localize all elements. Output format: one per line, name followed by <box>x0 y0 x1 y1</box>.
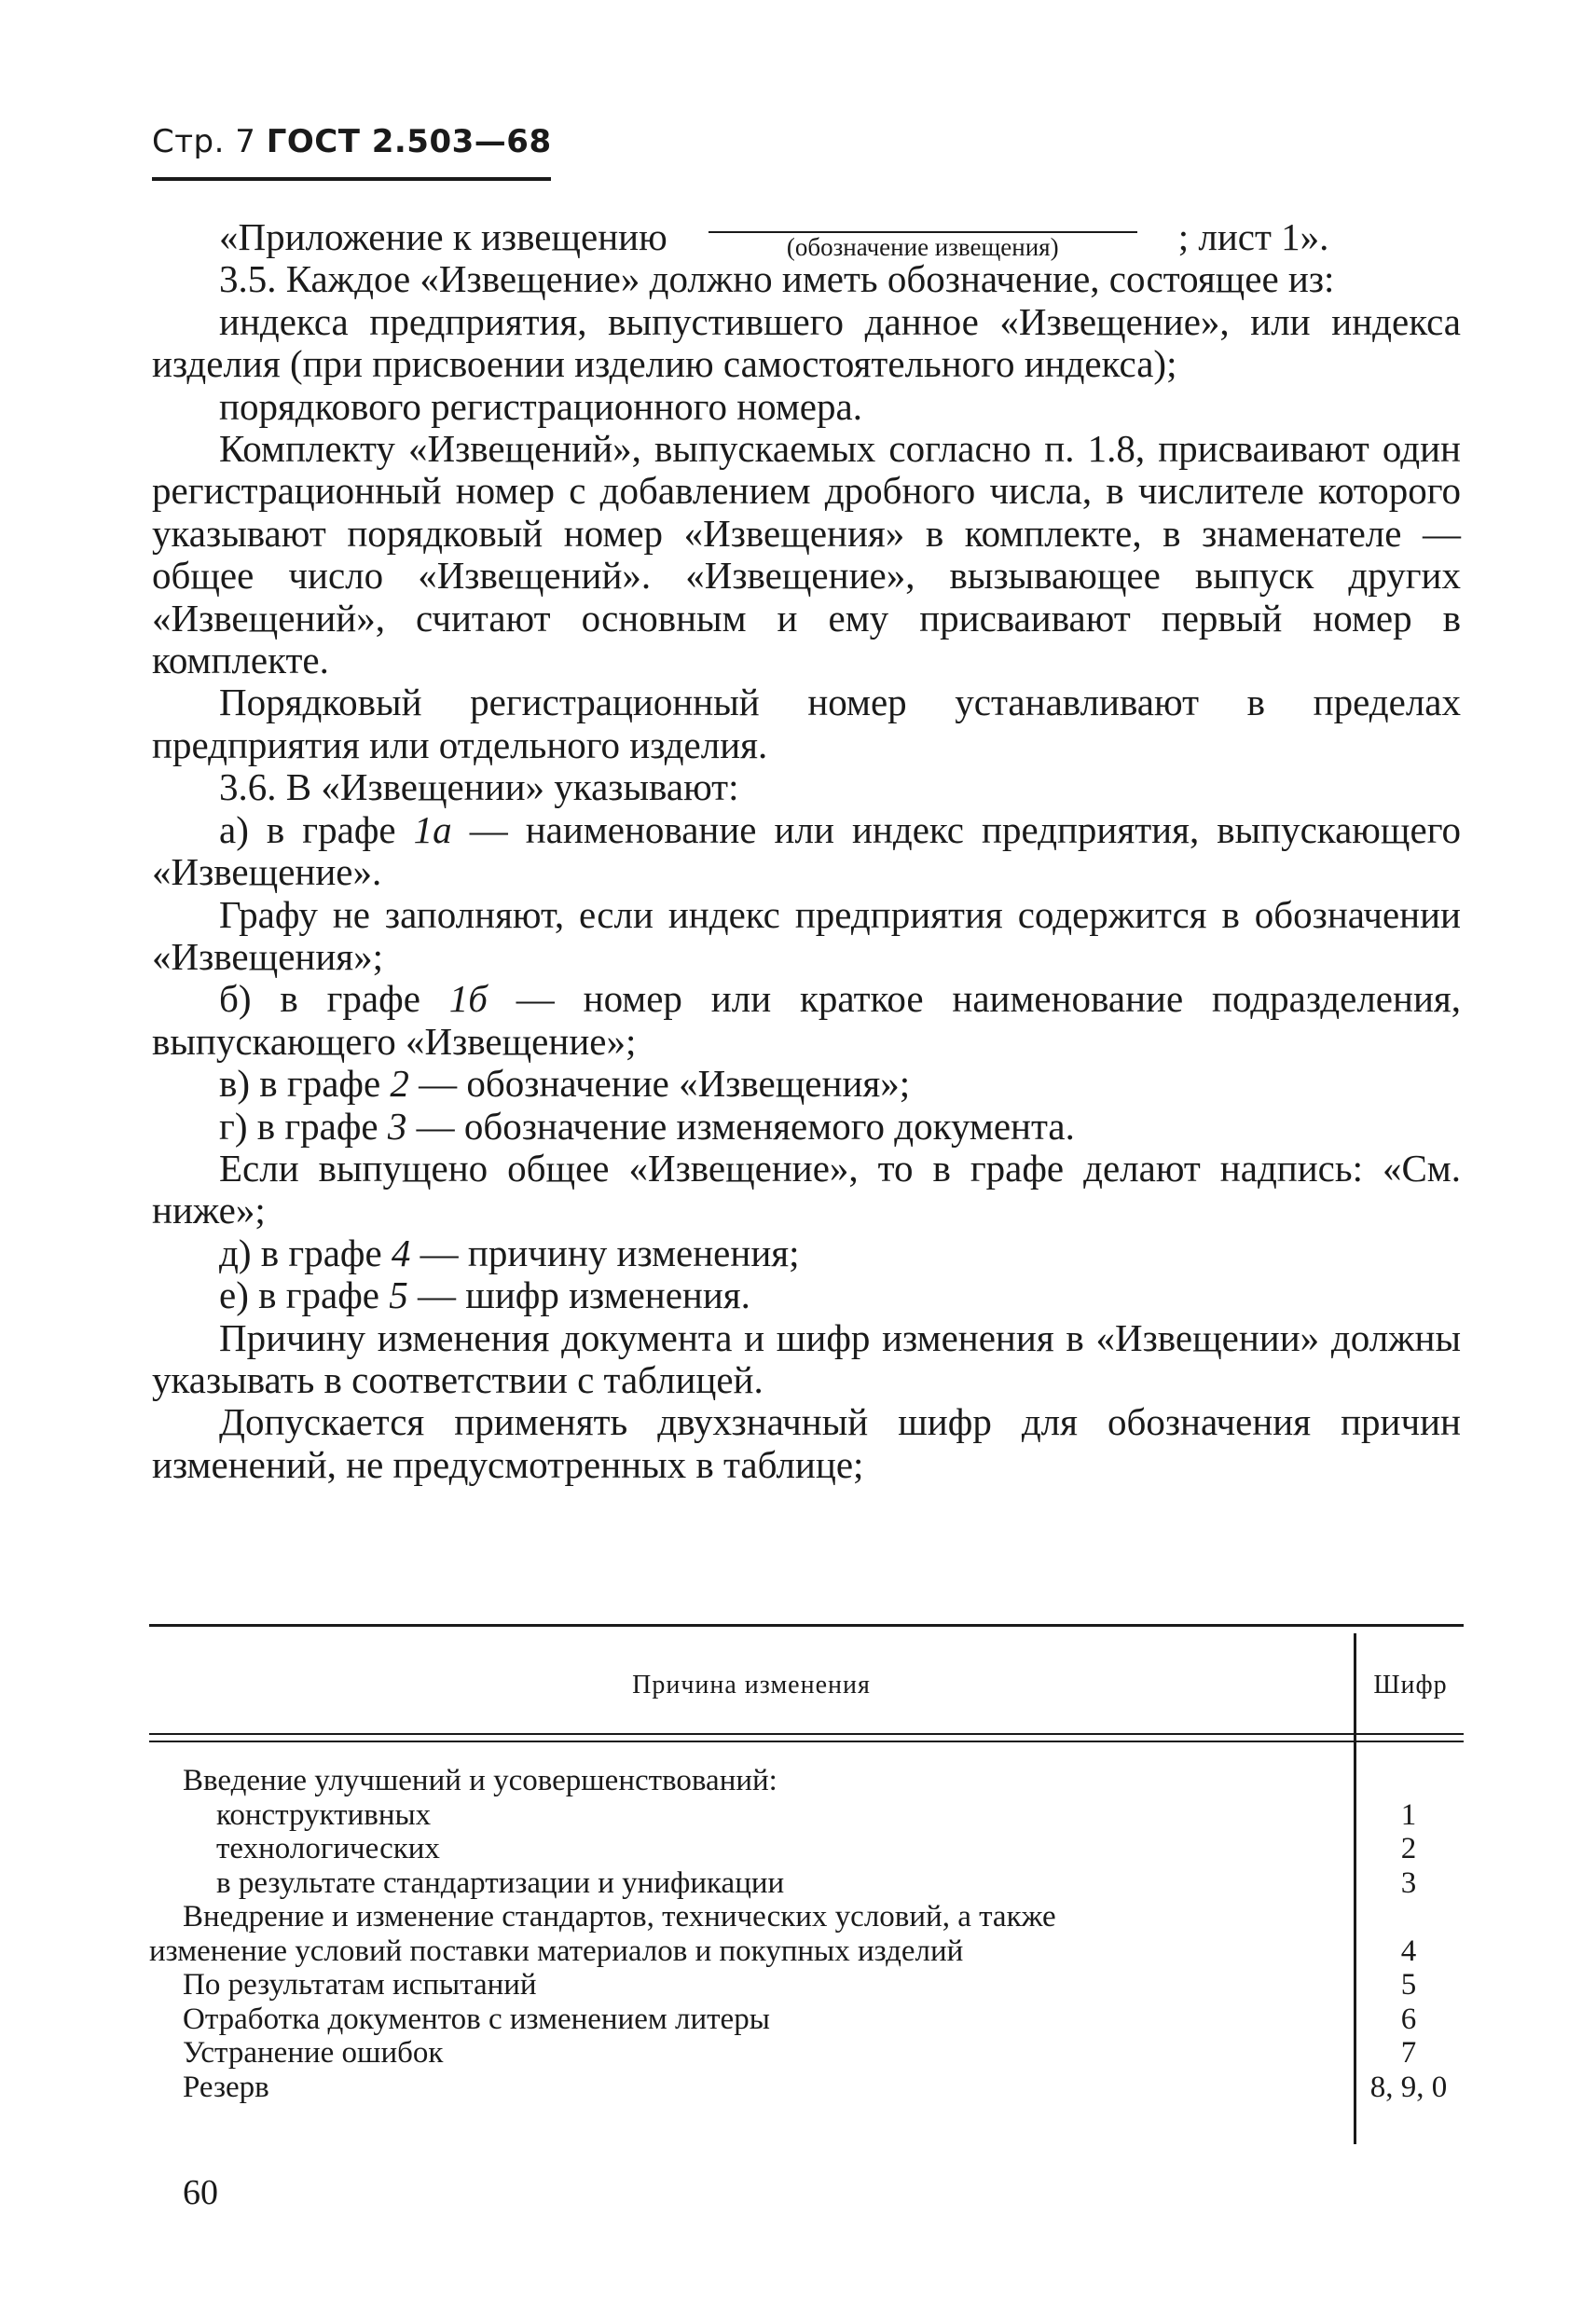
item-lead: в) в графе <box>219 1062 391 1106</box>
reason-cell: технологических <box>216 1832 440 1865</box>
item-text: — обозначение «Извещения»; <box>408 1062 911 1106</box>
column-number: 1б <box>448 977 488 1021</box>
reason-cell: Устранение ошибок <box>183 2036 444 2070</box>
item-text: — причину изменения; <box>410 1231 800 1274</box>
reason-cell: конструктивных <box>216 1797 432 1832</box>
page-number: 60 <box>183 2173 218 2212</box>
table-row <box>149 1866 1464 1901</box>
item-note: Графу не заполняют, если индекс предприятия содержится в обозначении «Извещения»; <box>152 892 1461 978</box>
code-cell: 6 <box>1400 2002 1417 2036</box>
item-lead: а) в графе <box>219 807 414 851</box>
paragraph: 3.6. В «Извещении» указывают: <box>219 765 739 809</box>
column-number: 4 <box>391 1231 411 1274</box>
reason-cell: Внедрение и изменение стандартов, технических условий, а также <box>183 1900 1056 1934</box>
item-lead: д) в графе <box>219 1231 392 1274</box>
list-item <box>152 1274 1461 1316</box>
table-header-rule <box>149 1741 1464 1742</box>
column-number: 1а <box>413 807 452 851</box>
column-number: 2 <box>390 1062 409 1106</box>
table-body <box>149 1764 1464 2104</box>
item-text: — номер или краткое наименование подразделения, выпускающего «Извещение»; <box>152 977 1461 1063</box>
reason-cell: Резерв <box>183 2070 269 2104</box>
list-item <box>152 1232 1461 1274</box>
paragraph: Допускается применять двухзначный шифр для обозначения причин изменений, не предусмотренных в таблице; <box>152 1400 1461 1486</box>
reason-cell: в результате стандартизации и унификации <box>216 1865 785 1900</box>
reason-cell: По результатам испытаний <box>183 1968 537 2002</box>
paragraph: индекса предприятия, выпустившего данное «Извещение», или индекса изделия (при присвоении изделию самостоятельного индекса); <box>152 299 1461 386</box>
table-row <box>149 2002 1464 2037</box>
item-lead: б) в графе <box>219 977 449 1021</box>
reason-cell: Введение улучшений и усовершенствований: <box>183 1764 777 1797</box>
header-underline <box>152 177 551 181</box>
item-lead: г) в графе <box>219 1104 388 1148</box>
table-row <box>149 1832 1464 1866</box>
paragraph: Причину изменения документа и шифр изменения в «Извещении» должны указывать в соответствии с таблицей. <box>152 1315 1461 1401</box>
item-text: — обозначение изменяемого документа. <box>406 1104 1075 1148</box>
running-header <box>152 123 552 160</box>
item-lead: е) в графе <box>219 1273 390 1317</box>
code-cell: 1 <box>1400 1797 1417 1832</box>
list-item <box>152 978 1461 1063</box>
table-row <box>149 1968 1464 2002</box>
column-header-code: Шифр <box>1373 1671 1448 1700</box>
appendix-suffix: ; лист 1». <box>1177 215 1329 258</box>
table-row <box>149 1798 1464 1833</box>
body-text <box>152 216 1461 1486</box>
paragraph: порядкового регистрационного номера. <box>219 384 862 428</box>
change-reason-table <box>149 1624 1464 2146</box>
code-cell: 5 <box>1400 1968 1417 2002</box>
code-cell: 3 <box>1400 1865 1417 1900</box>
paragraph: Комплекту «Извещений», выпускаемых согласно п. 1.8, присваивают один регистрационный номер с добавлением дробного числа, в числителе которого указывают порядковый номер «Извещения» в комплекте, в знаменателе — общее число «Извещений». «Извещение», вызывающее выпуск других «Извещений», считают основным и ему присваивают первый номер в комплекте. <box>152 427 1461 682</box>
appendix-prefix: «Приложение к извещению <box>219 215 667 258</box>
table-top-rule <box>149 1624 1464 1627</box>
list-item <box>152 1106 1461 1148</box>
item-text: — наименование или индекс предприятия, выпускающего «Извещение». <box>152 807 1461 894</box>
paragraph: Порядковый регистрационный номер устанавливают в пределах предприятия или отдельного изделия. <box>152 681 1461 766</box>
column-number: 3 <box>387 1104 407 1148</box>
table-header-rule <box>149 1733 1464 1735</box>
appendix-line <box>152 215 1461 261</box>
list-item <box>152 809 1461 894</box>
item-note: Если выпущено общее «Извещение», то в графе делают надпись: «См. ниже»; <box>152 1146 1461 1232</box>
code-cell: 4 <box>1400 1934 1417 1968</box>
standard-title: ГОСТ 2.503—68 <box>266 123 552 160</box>
column-header-reason: Причина изменения <box>632 1671 871 1700</box>
code-cell: 2 <box>1400 1832 1417 1865</box>
list-item <box>152 1063 1461 1105</box>
table-row <box>149 2071 1464 2105</box>
reason-cell: Отработка документов с изменением литеры <box>183 2002 770 2036</box>
reason-cell-continuation: изменение условий поставки материалов и покупных изделий <box>149 1934 964 1968</box>
code-cell: 7 <box>1400 2036 1417 2070</box>
paragraph: 3.5. Каждое «Извещение» должно иметь обозначение, состоящее из: <box>219 257 1335 301</box>
item-text: — шифр изменения. <box>407 1273 750 1317</box>
page-label: Стр. 7 <box>152 123 256 160</box>
table-row <box>149 1900 1464 1968</box>
table-row <box>149 1764 1464 1798</box>
table-row <box>149 2036 1464 2071</box>
notice-designation-blank: (обозначение извещения) <box>709 231 1137 261</box>
code-cell: 8, 9, 0 <box>1369 2070 1448 2104</box>
column-number: 5 <box>389 1273 408 1317</box>
